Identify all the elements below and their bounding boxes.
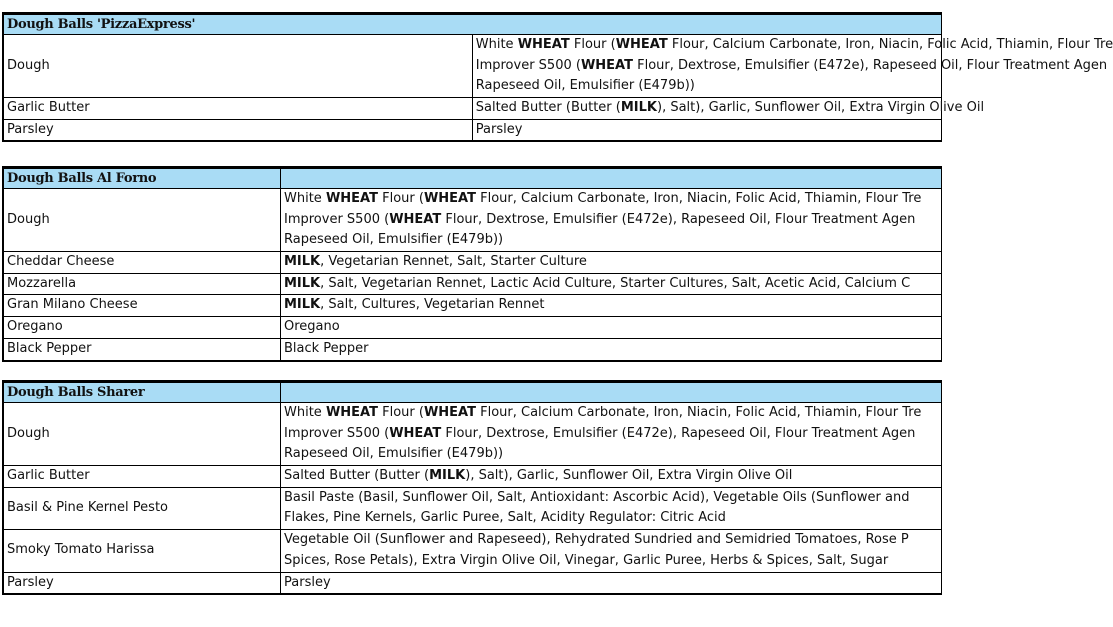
ingredient-line	[476, 76, 941, 97]
ingredient-row	[3, 487, 942, 529]
ingredient-text: White	[284, 405, 326, 420]
ingredient-text: Flour (	[569, 37, 616, 52]
ingredient-text: Flour, Calcium Carbonate, Iron, Niacin, Folic Acid, Thiamin, Flour Tre	[667, 37, 1113, 52]
ingredient-text: Salted Butter (Butter (	[284, 468, 430, 484]
ingredient-text: Vegetable Oil (Sunflower and Rapeseed), Rehydrated Sundried and Semidried Tomatoes, Rose P	[284, 532, 909, 548]
ingredient-text: Flour, Dextrose, Emulsifier (E472e), Rapeseed Oil, Flour Treatment Agen	[632, 57, 1108, 73]
component-name: Parsley	[3, 572, 281, 594]
ingredient-line	[284, 317, 941, 338]
ingredient-text: Rapeseed Oil, Emulsifier (E479b))	[284, 446, 504, 462]
ingredient-line	[284, 339, 941, 360]
component-name: Smoky Tomato Harissa	[3, 530, 281, 572]
ingredient-row	[3, 295, 942, 317]
ingredient-text: Improver S500 (	[284, 425, 390, 441]
ingredient-row	[3, 317, 942, 339]
ingredient-row	[3, 466, 942, 488]
component-ingredients	[472, 35, 1113, 98]
allergen-text: WHEAT	[517, 37, 570, 52]
ingredient-line	[284, 466, 941, 487]
section-title: Dough Balls Sharer	[3, 382, 281, 403]
ingredient-text: Improver S500 (	[284, 211, 390, 227]
allergen-text: MILK	[620, 100, 657, 116]
component-name: Basil & Pine Kernel Pesto	[3, 487, 281, 529]
component-name: Gran Milano Cheese	[3, 295, 281, 317]
ingredient-line	[284, 508, 941, 529]
ingredient-line	[284, 551, 941, 572]
ingredient-text: Parsley	[284, 574, 331, 590]
component-ingredients	[281, 403, 942, 466]
component-name: Dough	[3, 35, 472, 98]
ingredient-text: ), Salt), Garlic, Sunflower Oil, Extra Virgin Olive Oil	[657, 100, 985, 116]
component-ingredients	[281, 273, 942, 295]
ingredient-text: White	[284, 191, 326, 206]
allergen-text: MILK	[284, 275, 321, 291]
component-ingredients	[281, 295, 942, 317]
ingredient-line	[284, 530, 941, 551]
section-header-blank	[281, 382, 942, 403]
section-header-row	[3, 168, 942, 189]
allergen-text: WHEAT	[325, 191, 378, 206]
ingredients-table	[2, 12, 1113, 142]
component-name: Dough	[3, 403, 281, 466]
ingredient-line	[284, 189, 941, 210]
allergen-text: WHEAT	[615, 37, 668, 52]
ingredient-line	[476, 120, 941, 141]
allergen-text: MILK	[284, 297, 321, 313]
component-name: Oregano	[3, 317, 281, 339]
ingredient-text: Flour, Calcium Carbonate, Iron, Niacin, Folic Acid, Thiamin, Flour Tre	[475, 191, 922, 206]
component-ingredients	[281, 530, 942, 572]
component-ingredients	[281, 252, 942, 274]
component-name: Garlic Butter	[3, 98, 472, 120]
component-ingredients	[281, 487, 942, 529]
component-name: Garlic Butter	[3, 466, 281, 488]
ingredient-row	[3, 252, 942, 274]
ingredient-text: Flour (	[377, 405, 424, 420]
ingredient-text: Spices, Rose Petals), Extra Virgin Olive Oil, Vinegar, Garlic Puree, Herbs & Spices, Salt, Sugar	[284, 552, 889, 568]
section-header-row	[3, 14, 942, 35]
section-title: Dough Balls 'PizzaExpress'	[3, 14, 942, 35]
ingredient-text: Improver S500 (	[475, 57, 581, 73]
allergen-text: WHEAT	[389, 425, 442, 441]
component-ingredients	[281, 572, 942, 594]
ingredient-text: , Vegetarian Rennet, Salt, Starter Culture	[320, 254, 587, 270]
ingredient-line	[284, 444, 941, 465]
ingredient-line	[284, 252, 941, 273]
ingredient-line	[475, 56, 1108, 77]
component-ingredients	[281, 466, 942, 488]
ingredient-row	[3, 338, 942, 360]
ingredient-row	[3, 189, 942, 252]
component-ingredients	[472, 98, 985, 120]
allergen-text: WHEAT	[389, 211, 442, 227]
allergen-text: WHEAT	[325, 405, 378, 420]
ingredient-line	[284, 403, 941, 424]
component-name: Dough	[3, 189, 281, 252]
ingredient-row	[3, 530, 942, 572]
allergen-text: WHEAT	[423, 405, 476, 420]
ingredient-line	[475, 98, 985, 119]
ingredient-text: Basil Paste (Basil, Sunflower Oil, Salt, Antioxidant: Ascorbic Acid), Vegetable Oils (Sunflower and	[284, 489, 910, 505]
ingredient-line	[284, 424, 941, 445]
ingredient-text: Salted Butter (Butter (	[475, 100, 621, 116]
ingredient-text: Flour, Dextrose, Emulsifier (E472e), Rapeseed Oil, Flour Treatment Agen	[441, 425, 916, 441]
ingredient-text: Black Pepper	[284, 340, 369, 356]
component-name: Mozzarella	[3, 273, 281, 295]
ingredient-row	[3, 119, 942, 141]
ingredient-text: Rapeseed Oil, Emulsifier (E479b))	[284, 232, 504, 248]
ingredient-row	[3, 403, 942, 466]
allergen-text: MILK	[284, 254, 321, 270]
ingredient-line	[284, 210, 941, 231]
ingredient-line	[284, 573, 941, 594]
component-name: Black Pepper	[3, 338, 281, 360]
section-header-row	[3, 382, 942, 403]
ingredient-text: , Salt, Cultures, Vegetarian Rennet	[320, 297, 545, 313]
component-ingredients	[281, 317, 942, 339]
allergen-text: WHEAT	[580, 57, 633, 73]
ingredient-line	[284, 274, 941, 295]
ingredient-text: Flour, Calcium Carbonate, Iron, Niacin, Folic Acid, Thiamin, Flour Tre	[475, 405, 922, 420]
ingredient-text: ), Salt), Garlic, Sunflower Oil, Extra Virgin Olive Oil	[465, 468, 793, 484]
ingredient-text: Flour (	[377, 191, 424, 206]
ingredient-line	[284, 488, 941, 509]
section-title: Dough Balls Al Forno	[3, 168, 281, 189]
ingredient-line	[284, 230, 941, 251]
ingredient-text: Flour, Dextrose, Emulsifier (E472e), Rapeseed Oil, Flour Treatment Agen	[441, 211, 916, 227]
ingredient-text: Flakes, Pine Kernels, Garlic Puree, Salt, Acidity Regulator: Citric Acid	[284, 510, 726, 526]
ingredient-text: Parsley	[475, 121, 523, 137]
allergen-text: MILK	[429, 468, 466, 484]
ingredient-row	[3, 98, 942, 120]
component-ingredients	[472, 119, 941, 141]
allergen-text: WHEAT	[423, 191, 476, 206]
ingredient-text: Oregano	[284, 319, 340, 335]
ingredient-row	[3, 35, 942, 98]
ingredient-text: , Salt, Vegetarian Rennet, Lactic Acid Culture, Starter Cultures, Salt, Acetic Acid, Calcium C	[320, 275, 911, 291]
ingredient-text: Rapeseed Oil, Emulsifier (E479b))	[475, 78, 695, 94]
section-header-blank	[281, 168, 942, 189]
ingredients-table	[2, 380, 942, 595]
ingredient-line	[284, 295, 941, 316]
ingredient-row	[3, 273, 942, 295]
component-ingredients	[281, 189, 942, 252]
ingredients-table	[2, 166, 942, 362]
component-name: Cheddar Cheese	[3, 252, 281, 274]
component-ingredients	[281, 338, 942, 360]
component-name: Parsley	[3, 119, 472, 141]
ingredient-line	[475, 35, 1113, 56]
ingredient-row	[3, 572, 942, 594]
ingredient-text: White	[475, 37, 518, 52]
